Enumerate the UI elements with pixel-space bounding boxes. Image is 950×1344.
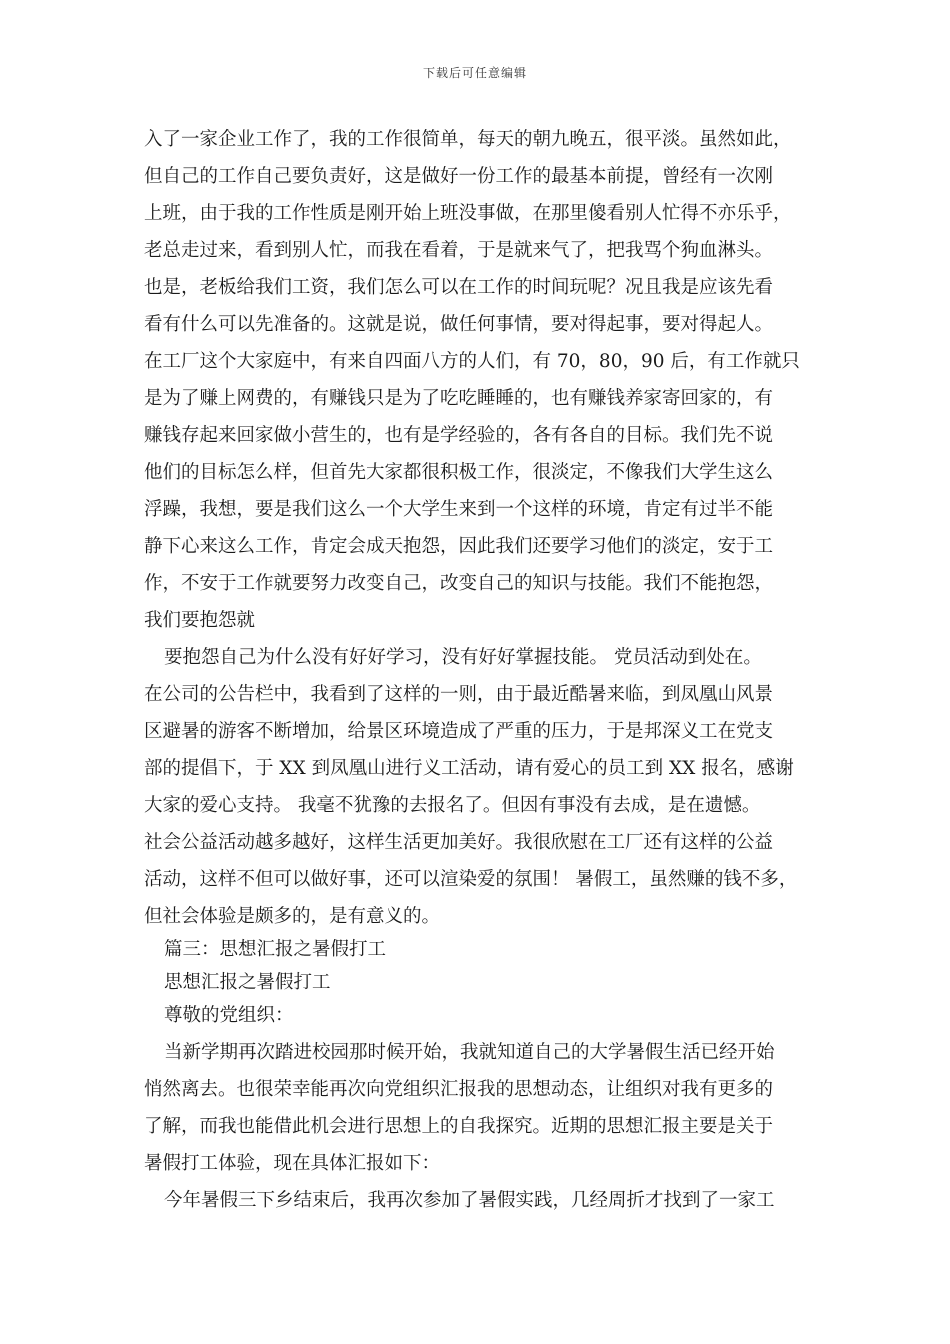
text-line: 他们的目标怎么样，但首先大家都很积极工作，很淡定，不像我们大学生这么 bbox=[144, 462, 774, 483]
text-line: 作，不安于工作就要努力改变自己，改变自己的知识与技能。我们不能抱怨， bbox=[144, 573, 774, 594]
paragraph-start-line: 当新学期再次踏进校园那时候开始，我就知道自己的大学暑假生活已经开始 bbox=[164, 1042, 775, 1063]
salutation: 尊敬的党组织： bbox=[164, 1005, 294, 1026]
header-note: 下载后可任意编辑 bbox=[422, 66, 527, 80]
text-line: 赚钱存起来回家做小营生的，也有是学经验的，各有各自的目标。我们先不说 bbox=[144, 425, 774, 446]
text-line: 入了一家企业工作了，我的工作很简单，每天的朝九晚五，很平淡。虽然如此， bbox=[144, 129, 792, 150]
text-line: 是为了赚上网费的，有赚钱只是为了吃吃睡睡的，也有赚钱养家寄回家的，有 bbox=[144, 388, 774, 409]
text-line: 但自己的工作自己要负责好，这是做好一份工作的最基本前提，曾经有一次刚 bbox=[144, 166, 774, 187]
text-line: 看有什么可以先准备的。这就是说，做任何事情，要对得起事，要对得起人。 bbox=[144, 314, 774, 335]
section-heading: 篇三：思想汇报之暑假打工 bbox=[164, 939, 387, 960]
paragraph-start-line: 今年暑假三下乡结束后，我再次参加了暑假实践，几经周折才找到了一家工 bbox=[164, 1190, 775, 1211]
text-line: 部的提倡下，于 XX 到凤凰山进行义工活动，请有爱心的员工到 XX 报名，感谢 bbox=[144, 758, 794, 779]
text-line: 在公司的公告栏中，我看到了这样的一则，由于最近酷暑来临，到凤凰山风景 bbox=[144, 684, 774, 705]
text-line: 活动，这样不但可以做好事，还可以渲染爱的氛围！ 暑假工，虽然赚的钱不多， bbox=[144, 869, 798, 890]
text-line: 大家的爱心支持。 我毫不犹豫的去报名了。但因有事没有去成，是在遗憾。 bbox=[144, 795, 761, 816]
text-line: 我们要抱怨就 bbox=[144, 610, 256, 631]
text-line: 了解，而我也能借此机会进行思想上的自我探究。近期的思想汇报主要是关于 bbox=[144, 1116, 774, 1137]
text-line: 暑假打工体验，现在具体汇报如下： bbox=[144, 1153, 441, 1174]
body-text bbox=[144, 121, 804, 1219]
text-line: 静下心来这么工作，肯定会成天抱怨，因此我们还要学习他们的淡定，安于工 bbox=[144, 536, 774, 557]
text-line: 区避暑的游客不断增加，给景区环境造成了严重的压力，于是邦深义工在党支 bbox=[144, 721, 774, 742]
text-line: 社会公益活动越多越好，这样生活更加美好。我很欣慰在工厂还有这样的公益 bbox=[144, 832, 774, 853]
text-line: 老总走过来，看到别人忙，而我在看着，于是就来气了，把我骂个狗血淋头。 bbox=[144, 240, 774, 261]
text-line: 浮躁，我想，要是我们这么一个大学生来到一个这样的环境，肯定有过半不能 bbox=[144, 499, 774, 520]
document-title: 思想汇报之暑假打工 bbox=[164, 972, 331, 993]
paragraph-start-line: 要抱怨自己为什么没有好好学习，没有好好掌握技能。 党员活动到处在。 bbox=[164, 647, 762, 668]
text-line: 也是，老板给我们工资，我们怎么可以在工作的时间玩呢？况且我是应该先看 bbox=[144, 277, 774, 298]
text-line: 在工厂这个大家庭中，有来自四面八方的人们，有 70，80，90 后，有工作就只 bbox=[144, 351, 800, 372]
text-line: 但社会体验是颇多的，是有意义的。 bbox=[144, 906, 441, 927]
text-line: 上班，由于我的工作性质是刚开始上班没事做，在那里傻看别人忙得不亦乐乎， bbox=[144, 203, 792, 224]
text-line: 悄然离去。也很荣幸能再次向党组织汇报我的思想动态，让组织对我有更多的 bbox=[144, 1079, 774, 1100]
